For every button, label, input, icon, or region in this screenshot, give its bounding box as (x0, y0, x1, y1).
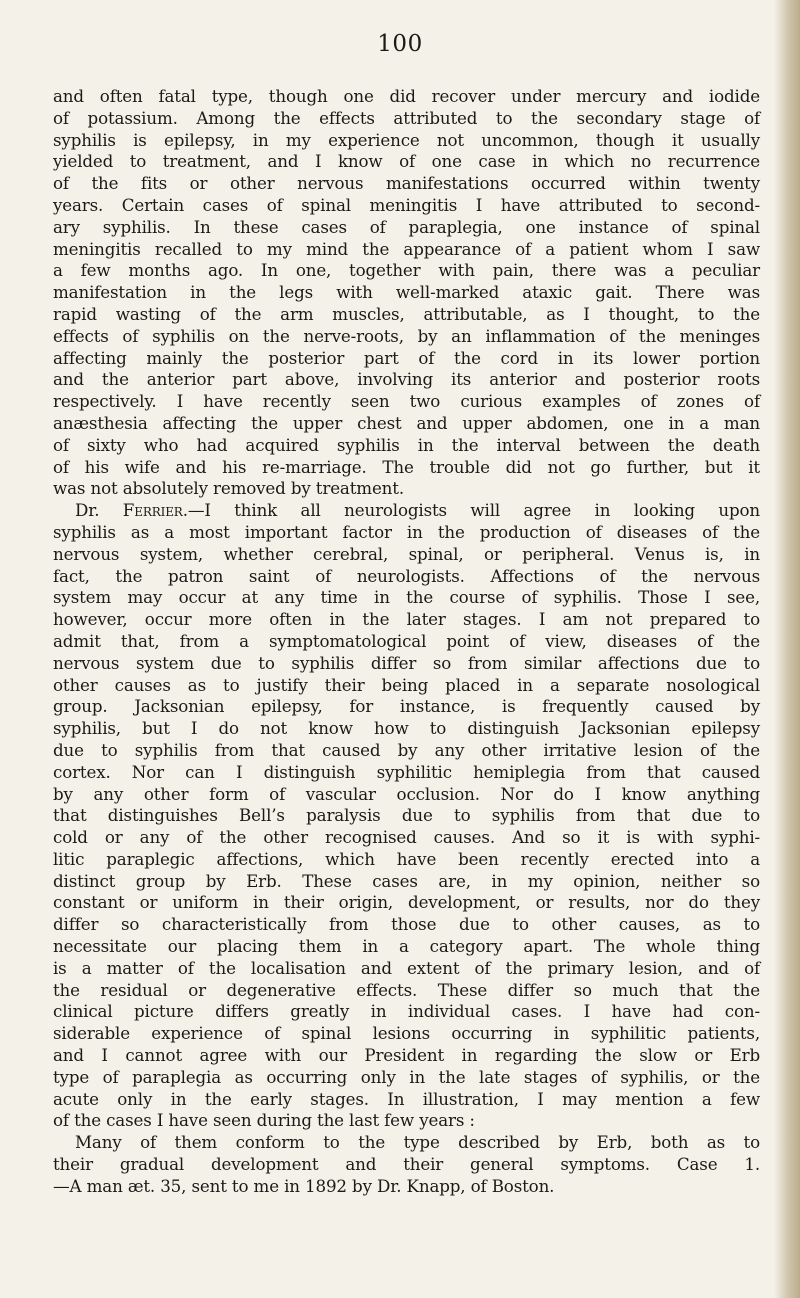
text-line: years. Certain cases of spinal meningitis I have attributed to second- (53, 194, 760, 215)
text-line: —A man æt. 35, sent to me in 1892 by Dr. Knapp, of Boston. (53, 1175, 555, 1196)
text-line: yielded to treatment, and I know of one case in which no recurrence (53, 151, 760, 172)
text-line: respectively. I have recently seen two curious examples of zones of (53, 391, 760, 412)
text-line: was not absolutely removed by treatment. (53, 478, 404, 499)
text-line: of sixty who had acquired syphilis in the interval between the death (53, 434, 760, 455)
text-line: other causes as to justify their being placed in a separate nosological (53, 674, 760, 695)
body-text (53, 86, 760, 1198)
text-line: and I cannot agree with our President in regarding the slow or Erb (53, 1045, 760, 1066)
text-line: effects of syphilis on the nerve-roots, by an inflammation of the meninges (53, 325, 760, 346)
text-line: the residual or degenerative effects. These differ so much that the (53, 979, 760, 1000)
text-line: nervous system, whether cerebral, spinal, or peripheral. Venus is, in (53, 543, 760, 564)
text-line: necessitate our placing them in a category apart. The whole thing (53, 936, 760, 957)
text-line: Many of them conform to the type described by Erb, both as to (75, 1132, 760, 1153)
text-line: rapid wasting of the arm muscles, attributable, as I thought, to the (53, 303, 760, 324)
text-line: of his wife and his re-marriage. The trouble did not go further, but it (53, 456, 760, 477)
text-line: of the fits or other nervous manifestations occurred within twenty (53, 173, 760, 194)
speaker-text: .—I think all neurologists will agree in looking upon (182, 500, 761, 521)
text-line: syphilis, but I do not know how to distinguish Jacksonian epilepsy (53, 718, 760, 739)
text-line: siderable experience of spinal lesions occurring in syphilitic patients, (53, 1023, 760, 1044)
text-line: ary syphilis. In these cases of paraplegia, one instance of spinal (53, 216, 760, 237)
text-line: due to syphilis from that caused by any other irritative lesion of the (53, 739, 760, 760)
text-line: affecting mainly the posterior part of the cord in its lower portion (53, 347, 760, 368)
text-line: of potassium. Among the effects attributed to the secondary stage of (53, 107, 760, 128)
text-line: manifestation in the legs with well-marked ataxic gait. There was (53, 282, 760, 303)
text-line: fact, the patron saint of neurologists. Affections of the nervous (53, 565, 760, 586)
text-line: cortex. Nor can I distinguish syphilitic hemiplegia from that caused (53, 761, 760, 782)
text-line: syphilis as a most important factor in the production of diseases of the (53, 521, 760, 542)
text-line: however, occur more often in the later stages. I am not prepared to (53, 609, 760, 630)
text-line: group. Jacksonian epilepsy, for instance, is frequently caused by (53, 696, 760, 717)
text-line (53, 500, 760, 522)
text-line: syphilis is epilepsy, in my experience not uncommon, though it usually (53, 129, 760, 150)
text-line: meningitis recalled to my mind the appearance of a patient whom I saw (53, 238, 760, 259)
text-line: their gradual development and their general symptoms. Case 1. (53, 1154, 760, 1175)
text-line: anæsthesia affecting the upper chest and upper abdomen, one in a man (53, 412, 760, 433)
speaker-prefix: Dr. (75, 500, 123, 521)
text-line: constant or uniform in their origin, development, or results, nor do they (53, 892, 760, 913)
text-line: and often fatal type, though one did recover under mercury and iodide (53, 86, 760, 106)
text-line: is a matter of the localisation and extent of the primary lesion, and of (53, 957, 760, 978)
text-line: acute only in the early stages. In illustration, I may mention a few (53, 1088, 760, 1109)
text-line: clinical picture differs greatly in individual cases. I have had con- (53, 1001, 760, 1022)
text-line: by any other form of vascular occlusion. Nor do I know anything (53, 783, 760, 804)
text-line: litic paraplegic affections, which have been recently erected into a (53, 848, 760, 869)
text-line: of the cases I have seen during the last few years : (53, 1110, 475, 1131)
page-edge-shadow (774, 0, 800, 1298)
text-line: type of paraplegia as occurring only in the late stages of syphilis, or the (53, 1066, 760, 1087)
text-line: nervous system due to syphilis differ so from similar affections due to (53, 652, 760, 673)
text-line: and the anterior part above, involving its anterior and posterior roots (53, 369, 760, 390)
page-number: 100 (377, 31, 423, 57)
speaker-name: Ferrier (122, 500, 183, 521)
text-line: differ so characteristically from those due to other causes, as to (53, 914, 760, 935)
text-line: distinct group by Erb. These cases are, in my opinion, neither so (53, 870, 760, 891)
text-line: admit that, from a symptomatological point of view, diseases of the (53, 630, 760, 651)
text-line: that distinguishes Bell’s paralysis due to syphilis from that due to (53, 805, 760, 826)
text-line: cold or any of the other recognised causes. And so it is with syphi- (53, 827, 760, 848)
text-line: system may occur at any time in the course of syphilis. Those I see, (53, 587, 760, 608)
text-line: a few months ago. In one, together with pain, there was a peculiar (53, 260, 760, 281)
